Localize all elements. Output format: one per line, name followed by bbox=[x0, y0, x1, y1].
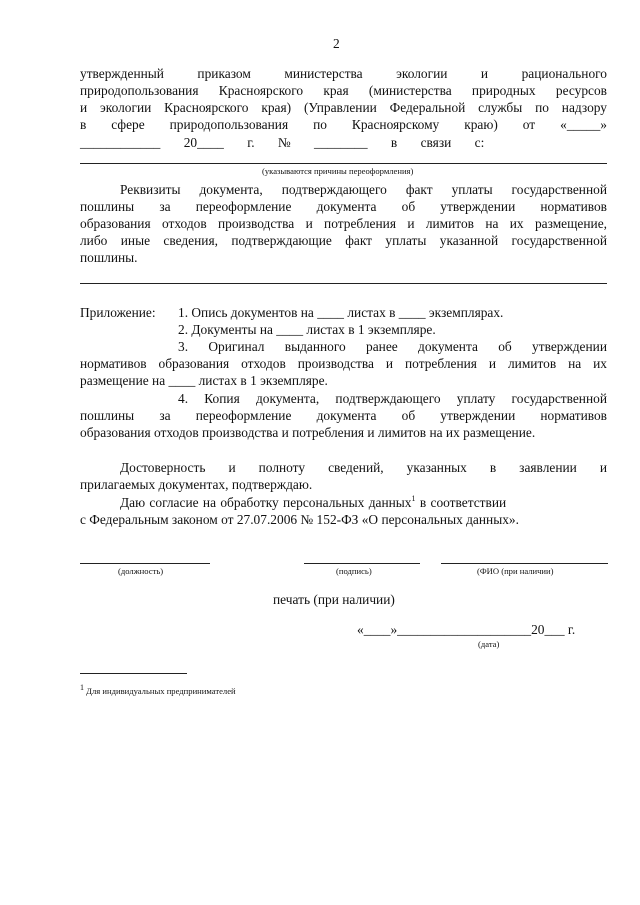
attachment-item-3: 3. Оригинал выданного ранее документа об утверждении bbox=[178, 339, 607, 354]
attachment-item-3-cont: нормативов образования отходов производства и потребления и лимитов на их bbox=[80, 356, 607, 371]
consent-line bbox=[120, 495, 607, 513]
requisites-line: Реквизиты документа, подтверждающего факт уплаты государственной bbox=[120, 182, 607, 197]
consent-line: с Федеральным законом от 27.07.2006 № 152-ФЗ «О персональных данных». bbox=[80, 512, 519, 527]
signature-blank-line bbox=[304, 563, 420, 564]
attachment-item-2: 2. Документы на ____ листах в 1 экземпляре. bbox=[178, 322, 436, 337]
attachment-item-3-cont: размещение на ____ листах в 1 экземпляре. bbox=[80, 373, 328, 388]
requisites-blank-line bbox=[80, 283, 607, 284]
intro-line: и экологии Красноярского края) (Управлении Федеральной службы по надзору bbox=[80, 100, 607, 115]
requisites-line: либо иные сведения, подтверждающие факт уплаты указанной государственной bbox=[80, 233, 607, 248]
footnote-separator bbox=[80, 673, 187, 674]
requisites-line: образования отходов производства и потребления и лимитов на их размещение, bbox=[80, 216, 607, 231]
confirmation-line: прилагаемых документах, подтверждаю. bbox=[80, 477, 313, 492]
full-name-caption: (ФИО (при наличии) bbox=[477, 566, 554, 576]
footnote-mark: 1 bbox=[80, 683, 84, 692]
date-line: «____»____________________20___ г. bbox=[357, 622, 576, 637]
footnote-reference: 1 bbox=[411, 494, 416, 503]
requisites-line: пошлины. bbox=[80, 250, 138, 265]
consent-text: Даю согласие на обработку персональных данных bbox=[120, 495, 412, 510]
confirmation-line: Достоверность и полноту сведений, указанных в заявлении и bbox=[120, 460, 607, 475]
stamp-label: печать (при наличии) bbox=[273, 592, 395, 607]
position-blank-line bbox=[80, 563, 210, 564]
attachment-item-1: 1. Опись документов на ____ листах в ____ экземплярах. bbox=[178, 305, 504, 320]
requisites-line: пошлины за переоформление документа об утверждении нормативов bbox=[80, 199, 607, 214]
attachment-item-4-cont: пошлины за переоформление документа об утверждении нормативов bbox=[80, 408, 607, 423]
position-caption: (должность) bbox=[118, 566, 164, 576]
date-caption: (дата) bbox=[478, 639, 500, 649]
intro-line: в сфере природопользования по Красноярскому краю) от «_____» bbox=[80, 117, 607, 132]
page-number: 2 bbox=[333, 36, 340, 51]
reasons-blank-line bbox=[80, 163, 607, 164]
intro-line: ____________ 20____ г. № ________ в связи с: bbox=[80, 135, 485, 150]
intro-line: утвержденный приказом министерства экологии и рационального bbox=[80, 66, 607, 81]
intro-line: природопользования Красноярского края (министерства природных ресурсов bbox=[80, 83, 607, 98]
consent-text-end: в соответствии bbox=[415, 495, 507, 510]
attachment-label: Приложение: bbox=[80, 305, 156, 320]
attachment-item-4-cont: образования отходов производства и потребления и лимитов на их размещение. bbox=[80, 425, 536, 440]
footnote bbox=[80, 683, 236, 696]
full-name-blank-line bbox=[441, 563, 608, 564]
footnote-text: Для индивидуальных предпринимателей bbox=[86, 686, 236, 696]
attachment-item-4: 4. Копия документа, подтверждающего уплату государственной bbox=[178, 391, 607, 406]
reasons-caption: (указываются причины переоформления) bbox=[262, 166, 414, 176]
signature-caption: (подпись) bbox=[336, 566, 372, 576]
